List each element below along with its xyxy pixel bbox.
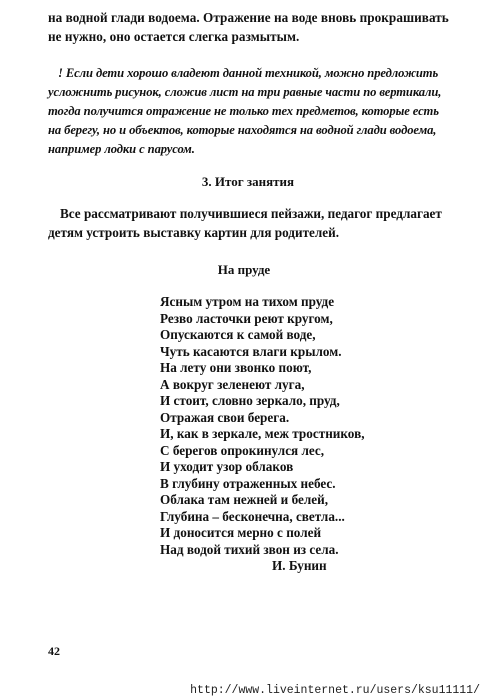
poem-line: Облака там нежней и белей, <box>160 492 328 507</box>
note-line: тогда получится отражение не только тех предметов, которые есть <box>48 104 439 118</box>
page-number: 42 <box>48 644 60 658</box>
note-line: например лодки с парусом. <box>48 142 195 156</box>
text-line: на водной глади водоема. Отражение на воде вновь прокрашивать <box>48 10 449 25</box>
poem-line: И стоит, словно зеркало, пруд, <box>160 393 340 408</box>
poem-line: Отражая свои берега. <box>160 409 290 425</box>
section-heading: 3. Итог занятия <box>201 174 295 189</box>
poem-line: И, как в зеркале, меж тростников, <box>160 426 365 441</box>
poem-line: Над водой тихий звон из села. <box>160 541 339 557</box>
watermark-url: http://www.liveinternet.ru/users/ksu11111/ <box>190 684 480 697</box>
note-line: усложнить рисунок, сложив лист на три равные части по вертикали, <box>48 85 442 99</box>
paragraph-top <box>48 8 449 46</box>
poem-line: Ясным утром на тихом пруде <box>160 294 335 309</box>
paragraph-summary <box>48 204 440 242</box>
poem-line: Резво ласточки реют кругом, <box>160 310 333 326</box>
poem-line: В глубину отраженных небес. <box>160 475 336 491</box>
note-line: ! Если дети хорошо владеют данной техникой, можно предложить <box>58 66 439 80</box>
poem-line: А вокруг зеленеют луга, <box>160 376 305 392</box>
poem-line: С берегов опрокинулся лес, <box>160 442 325 458</box>
poem-line: Опускаются к самой воде, <box>160 327 316 342</box>
note-paragraph <box>48 64 440 159</box>
text-line: Все рассматривают получившиеся пейзажи, педагог предлагает <box>60 206 442 221</box>
poem-author: И. Бунин <box>272 558 327 573</box>
text-line: не нужно, оно остается слегка размытым. <box>48 29 300 44</box>
poem-line: На лету они звонко поют, <box>160 360 312 375</box>
poem-line: И доносится мерно с полей <box>160 525 322 540</box>
note-line: на берегу, но и объектов, которые находятся на водной глади водоема, <box>48 123 437 137</box>
poem-title: На пруде <box>217 262 271 277</box>
poem <box>160 294 400 575</box>
poem-line: Чуть касаются влаги крылом. <box>160 343 342 359</box>
poem-line: И уходит узор облаков <box>160 459 294 474</box>
poem-line: Глубина – бесконечна, светла... <box>160 508 345 524</box>
text-line: детям устроить выставку картин для родителей. <box>48 225 340 240</box>
